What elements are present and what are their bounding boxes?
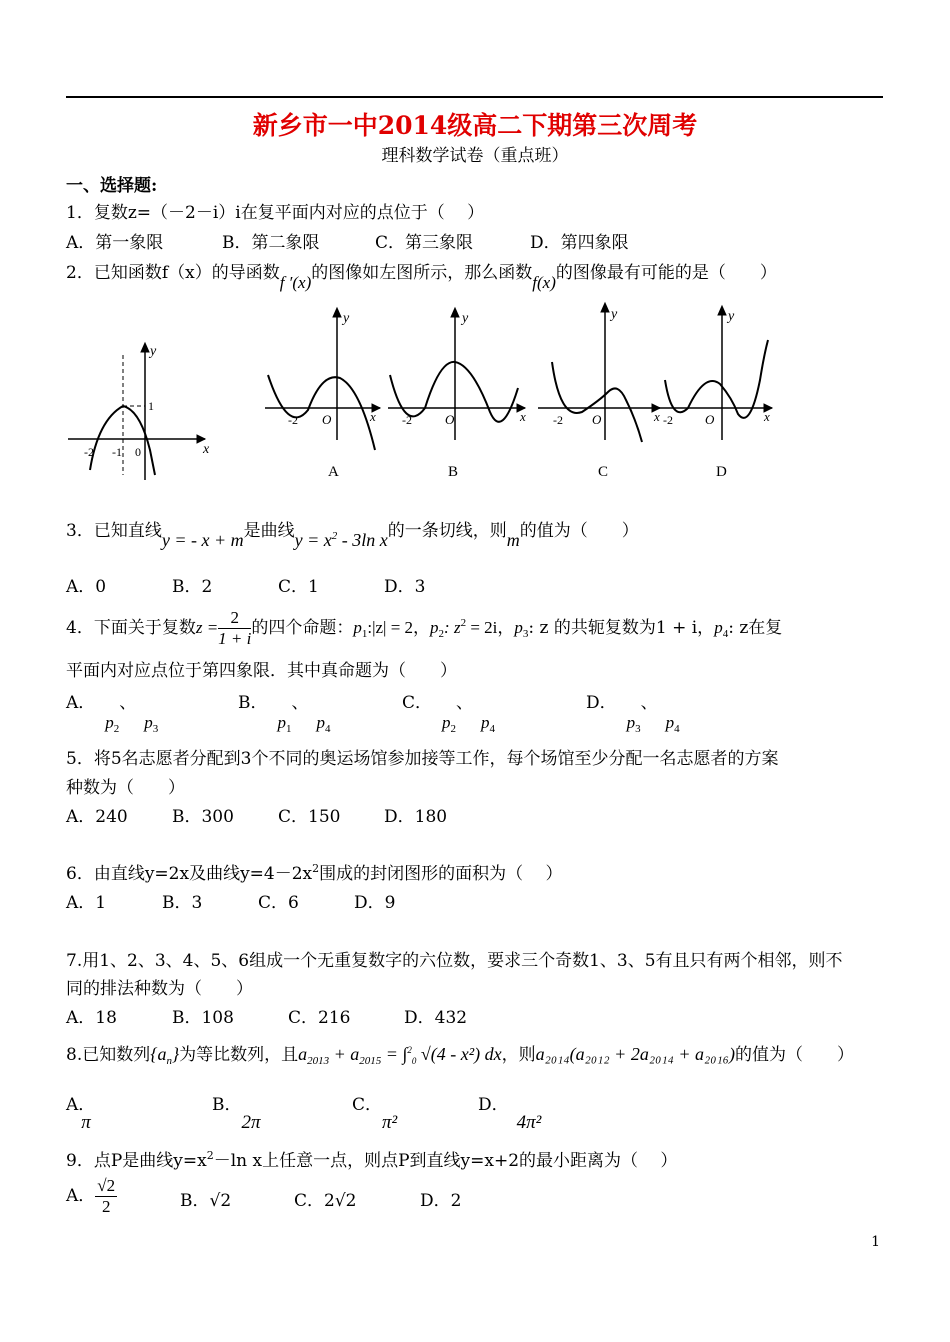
q7-option-b: B．108 [172,1008,234,1028]
q4-option-b [238,688,331,735]
q8-option-c-value: π² [382,1112,398,1133]
q4-option-d-sub2: 4 [674,723,680,735]
graph-d [658,306,772,440]
q9-option-a [66,1172,117,1220]
q4-option-a-sub2: 3 [152,723,159,735]
q4-option-c-letter: C． [402,693,433,713]
q8-mid: 为等比数列，且 [179,1045,299,1065]
q8-stem: 8.已知数列$\{a_n\}$为等比数列，且$a_{2013} + a_{2015} = \int^2_0$ √(4 - x²) dx，则a₂₀₁₄(a₂₀₁₂ + 2a₂₀₁₄ + a₂₀₁₆)的值为（ ） [66,1044,855,1067]
q8-sum-l: a [298,1044,308,1064]
q4-p4-body: : z在复 [728,618,783,638]
q6-option-c: C．6 [258,893,299,913]
section-heading: 一、选择题: [66,176,158,196]
q6-post: 围成的封闭图形的面积为（ ） [319,864,563,884]
q6-option-d: D．9 [354,893,396,913]
q8-option-b-value: 2π [241,1112,261,1133]
graph-d-label: D [716,464,727,480]
q2-f: f(x) [532,273,556,292]
q7-option-d: D．432 [404,1008,468,1028]
derivative-tick-neg1: -1 [112,445,122,459]
q4-p4: p [714,618,723,637]
q4-p1: p [353,618,362,637]
q2-graphs [60,300,800,490]
q2-stem [66,258,777,292]
q1-option-c: C．第三象限 [375,233,474,253]
graph-b-axis-y: y [462,311,469,326]
graph-b-origin: O [445,412,455,427]
page-title: 新乡市一中2014级高二下期第三次周考 [252,111,698,140]
q4-option-b-sub2: 4 [325,723,331,735]
graph-a-axis-x: x [370,409,376,424]
q4-p2: p [430,618,439,637]
header-rule [66,96,883,98]
q4-p2-body-pre: : z [444,618,461,637]
q4-frac-den: 1 + i [218,629,252,648]
q6-stem [66,859,563,884]
q4-p1-body: :|z| = 2， [367,618,431,637]
q8-pre: 8.已知数列 [66,1045,151,1065]
q7-option-a: A．18 [66,1008,117,1028]
graph-c-label: C [598,464,609,480]
q5-option-b: B．300 [172,807,234,827]
q6-pre: 6．由直线y=2x及曲线y=4－2x [66,864,313,884]
q4-option-d-sub1: 3 [635,723,641,735]
q4-p3: p [514,618,523,637]
q9-option-a-letter: A． [66,1186,96,1206]
q3-pre: 3．已知直线 [66,521,162,541]
q4-p4-sub: 4 [722,628,729,640]
q7-option-c: C．216 [288,1008,351,1028]
q3-option-a: A．0 [66,577,107,597]
q8-option-c-letter: C． [352,1095,383,1115]
q1-stem: 1．复数z=（－2－i）i在复平面内对应的点位于（ ） [66,203,485,223]
q4-option-c-p2: p [481,713,490,732]
q3-post: 的值为（ ） [519,521,639,541]
q8-seq-sub: n [166,1055,172,1067]
graph-a [265,308,380,450]
q4-option-b-p2: p [316,713,325,732]
q8-option-a-value: π [81,1112,91,1133]
q5-line2: 种数为（ ） [66,778,185,798]
q4-option-b-p1: p [277,713,286,732]
derivative-axis-y: y [150,344,157,359]
q8-option-d [478,1090,542,1133]
page-number: 1 [871,1234,880,1250]
q4-option-c-p1: p [442,713,451,732]
q3-curve-post: - 3ln x [337,530,388,550]
graph-b-axis-x: x [520,409,526,424]
q9-option-c: C．2√2 [294,1191,357,1211]
derivative-tick-1: 1 [148,399,154,413]
q8-sum-r-sub: 2015 [359,1055,382,1067]
q4-p3-sub: 3 [522,628,529,640]
q6-option-b: B．3 [162,893,203,913]
graph-a-label: A [328,464,339,480]
graph-c-origin: O [592,412,602,427]
q5-line1: 5．将5名志愿者分配到3个不同的奥运场馆参加接等工作，每个场馆至少分配一名志愿者的方案 [66,749,779,769]
q2-fprime: f ′(x) [279,273,312,292]
q4-option-d-p2: p [665,713,675,732]
graph-c-tick-neg2: -2 [553,413,563,427]
q2-mid: 的图像如左图所示，那么函数 [311,263,533,283]
q9-option-a-den: 2 [101,1197,111,1216]
q9-option-a-fraction [95,1176,117,1217]
q8-option-d-letter: D． [478,1095,509,1115]
graph-a-axis-y: y [343,311,350,326]
graph-b-tick-neg2: -2 [402,413,412,427]
q3-curve-pre: y = x [294,530,332,550]
q9-exp: 2 [206,1149,214,1162]
derivative-tick-0: 0 [135,445,141,459]
q4-option-d-sep: 、 [640,693,658,713]
q4-option-c-sub2: 4 [489,723,496,735]
q4-option-a-letter: A． [66,693,96,713]
q8-expr: a₂₀₁₄(a₂₀₁₂ + 2a₂₀₁₄ + a₂₀₁₆) [535,1044,736,1064]
graph-d-tick-neg2: -2 [663,413,673,427]
derivative-axis-x: x [203,442,210,457]
q4-p2-sub: 2 [438,628,445,640]
q8-plus: + [329,1044,351,1064]
q4-option-a-sub1: 2 [113,723,120,735]
q3-curve-exp: 2 [331,530,338,542]
q5-option-d: D．180 [384,807,448,827]
q9-stem [66,1146,677,1171]
q2-post: 的图像最有可能的是（ ） [555,263,777,283]
q4-option-b-sep: 、 [291,693,309,713]
q4-option-b-letter: B． [238,693,268,713]
q4-line2: 平面内对应点位于第四象限．其中真命题为（ ） [66,661,457,681]
q8-sum-l-sub: 2013 [307,1055,330,1067]
q6-option-a: A．1 [66,893,107,913]
graph-b-label: B [448,464,459,480]
q8-integrand: √(4 - x²) dx [420,1044,502,1064]
q4-option-a-p2: p [144,713,153,732]
q8-eq-int: = ∫ [381,1044,408,1064]
q8-option-a [66,1090,105,1133]
q6-exp: 2 [312,862,320,875]
graph-a-tick-neg2: -2 [288,413,298,427]
q4-option-c-sub1: 2 [450,723,457,735]
q3-line: y = - x + m [161,530,244,550]
q8-int-upper: 2 [407,1045,412,1055]
q4-option-a-p1: p [105,713,114,732]
q5-option-c: C．150 [278,807,341,827]
q1-option-d: D．第四象限 [530,233,629,253]
q8-mid2: ，则 [501,1045,536,1065]
page-subtitle: 理科数学试卷（重点班） [381,146,569,166]
graph-d-axis-x: x [764,409,770,424]
derivative-graph [68,343,205,480]
q4-p1-sub: 1 [361,628,368,640]
graph-d-axis-y: y [728,309,735,324]
q8-seq: a [157,1044,167,1064]
q4-frac-num: 2 [218,608,251,629]
q8-option-d-value: 4π² [516,1112,542,1133]
q7-line1: 7.用1、2、3、4、5、6组成一个无重复数字的六位数，要求三个奇数1、3、5有且只有两个相邻，则不 [66,951,843,971]
q9-post: －ln x上任意一点，则点P到直线y=x+2的最小距离为（ ） [213,1151,678,1171]
q8-post: 的值为（ ） [735,1045,855,1065]
graph-c-axis-y: y [611,307,618,322]
q9-option-b: B．√2 [180,1191,232,1211]
graph-a-origin: O [322,412,332,427]
q4-option-d-p1: p [626,713,636,732]
q3-stem [66,516,639,550]
q3-option-d: D．3 [384,577,426,597]
q3-mid: 是曲线 [243,521,295,541]
q4-option-c-sep: 、 [456,693,474,713]
q9-option-d: D．2 [420,1191,462,1211]
q4-stem [66,600,782,657]
q4-z-eq: z = [195,618,219,637]
q8-sum-r: a [350,1044,360,1064]
q1-option-b: B．第二象限 [222,233,320,253]
q7-line2: 同的排法种数为（ ） [66,979,253,999]
q4-mid: 的四个命题： [251,618,354,638]
q4-option-d-letter: D． [586,693,617,713]
q9-option-a-num: √2 [97,1176,116,1195]
q1-option-a: A．第一象限 [66,233,164,253]
q3-option-c: C．1 [278,577,319,597]
q4-option-b-sub1: 1 [286,723,292,735]
q3-var: m [506,530,520,550]
q4-pre: 4．下面关于复数 [66,618,196,638]
graph-d-origin: O [705,412,715,427]
q4-p2-exp: 2 [460,617,467,629]
q4-p2-body-post: = 2i， [466,618,515,637]
q4-option-c [402,688,496,735]
q8-option-b-letter: B． [212,1095,242,1115]
q4-fraction [218,608,251,649]
q4-option-a-sep: 、 [119,693,137,713]
q4-option-a [66,688,159,735]
q3-option-b: B．2 [172,577,213,597]
q9-pre: 9．点P是曲线y=x [66,1151,207,1171]
graph-c-axis-x: x [654,409,660,424]
q5-option-a: A．240 [66,807,128,827]
q3-mid2: 的一条切线，则 [387,521,507,541]
q4-option-d [586,688,680,735]
q2-pre: 2．已知函数f（x）的导函数 [66,263,280,283]
q8-option-b [212,1090,261,1133]
derivative-tick-neg2: -2 [84,445,94,459]
q8-int-lower: 0 [411,1056,417,1066]
q8-option-c [352,1090,398,1133]
q4-p3-body: : z 的共轭复数为1 + i， [528,618,715,638]
q8-option-a-letter: A． [66,1095,96,1115]
